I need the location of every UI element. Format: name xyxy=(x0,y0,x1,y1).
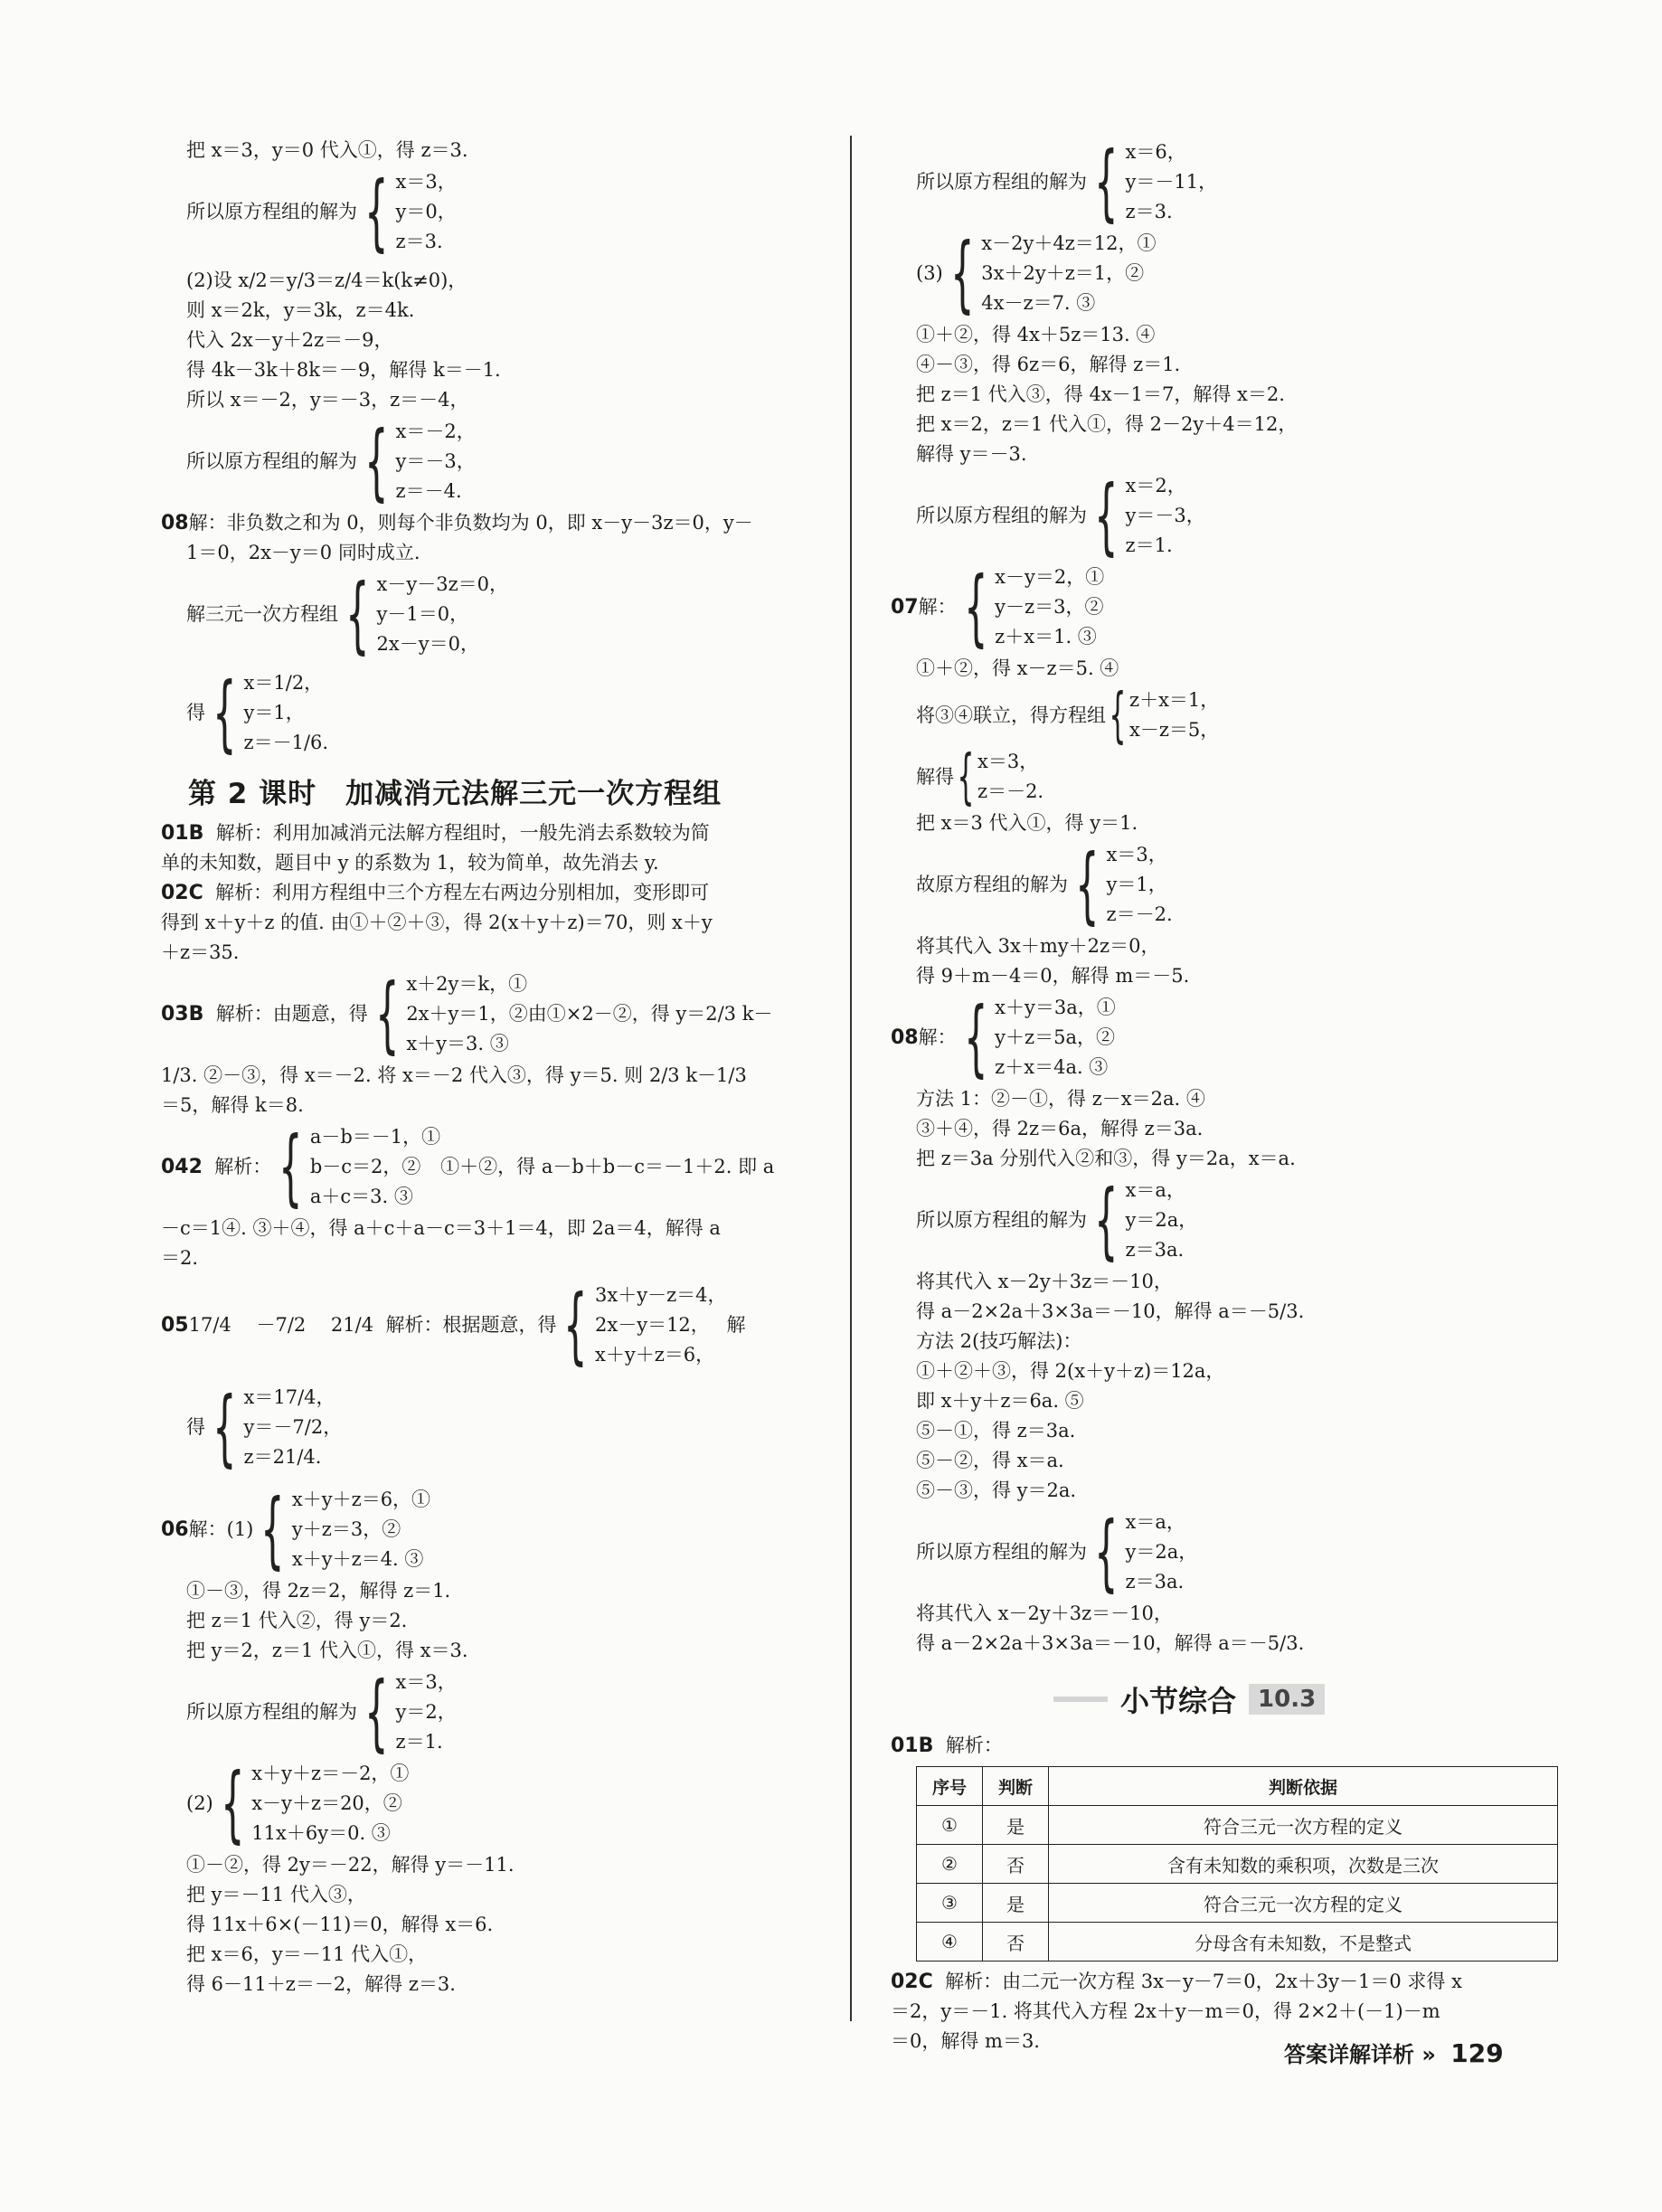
equation-system: 得 { x＝17/4， y＝－7/2， z＝21/4. xyxy=(186,1378,343,1476)
equation-system: 得 { x＝1/2， y＝1， z＝－1/6. xyxy=(186,664,329,761)
left-column xyxy=(161,136,837,1999)
text-line: 把 z＝1 代入②，得 y＝2. xyxy=(186,1610,408,1631)
text-line: ①＋②＋③，得 2(x＋y＋z)＝12a， xyxy=(916,1360,1225,1382)
text-line: 代入 2x－y＋2z＝－9， xyxy=(186,329,393,351)
table-row: ① 是 符合三元一次方程的定义 xyxy=(917,1806,1558,1845)
table-header: 判断 xyxy=(983,1767,1049,1806)
text-line: 得到 x＋y＋z 的值. 由①＋②＋③，得 2(x＋y＋z)＝70，则 x＋y xyxy=(161,912,713,933)
equation-system: 所以原方程组的解为 { x＝2， y＝－3， z＝1. xyxy=(916,467,1205,564)
question-08-right: 08 解： { x＋y＝3a，① y＋z＝5a，② z＋x＝4a. ③ xyxy=(891,988,1116,1086)
text-line: ＝5，解得 k＝8. xyxy=(161,1094,304,1116)
equation-system: 所以原方程组的解为 { x＝3， y＝0， z＝3. xyxy=(186,163,457,260)
text-line: 解得 y＝－3. xyxy=(916,443,1027,465)
section-bar-decoration xyxy=(1053,1697,1108,1702)
text-line: 得 6－11＋z＝－2，解得 z＝3. xyxy=(186,1973,456,1995)
text-line: ③＋④，得 2z＝6a，解得 z＝3a. xyxy=(916,1118,1204,1139)
lesson-heading: 第 2 课时 加减消元法解三元一次方程组 xyxy=(188,778,722,810)
question-06: 06 解：(1) { x＋y＋z＝6，① y＋z＝3，② x＋y＋z＝4. ③ xyxy=(161,1480,431,1578)
text-line: ①＋②，得 x－z＝5. ④ xyxy=(916,657,1119,679)
text-line: ＝0，解得 m＝3. xyxy=(891,2030,1040,2052)
text-line: ⑤－②，得 x＝a. xyxy=(916,1450,1064,1471)
column-divider xyxy=(850,136,852,2021)
text-line: 将其代入 x－2y＋3z＝－10， xyxy=(916,1271,1173,1292)
question-02: 02C 解析：利用方程组中三个方程左右两边分别相加，变形即可 xyxy=(161,882,710,904)
text-line: 得 a－2×2a＋3×3a＝－10，解得 a＝－5/3. xyxy=(916,1300,1305,1322)
text-line: 所以 x＝－2，y＝－3，z＝－4， xyxy=(186,389,469,411)
text-line: 把 y＝－11 代入③， xyxy=(186,1884,366,1905)
text-line: 1＝0，2x－y＝0 同时成立. xyxy=(186,542,420,563)
footer-arrows-icon: » xyxy=(1421,2042,1436,2067)
table-row: ② 否 含有未知数的乘积项，次数是三次 xyxy=(917,1845,1558,1884)
question-03: 03 B 解析：由题意，得 { x＋2y＝k，① 2x＋y＝1，② x＋y＝3. ③ 由①×2－②，得 y＝2/3 k－ xyxy=(161,965,773,1063)
text-line: ⑤－①，得 z＝3a. xyxy=(916,1420,1076,1442)
text-line: ⑤－③，得 y＝2a. xyxy=(916,1479,1077,1501)
text-line: 方法 2(技巧解法)： xyxy=(916,1330,1082,1352)
equation-system: 故原方程组的解为 { x＝3， y＝1， z＝－2. xyxy=(916,836,1173,933)
question-04: 04 2 解析： { a－b＝－1，① b－c＝2，② a＋c＝3. ③ ①＋②，得 a－b＋b－c＝－1＋2. 即 a xyxy=(161,1118,775,1215)
question-08: 08解：非负数之和为 0，则每个非负数均为 0，即 x－y－3z＝0，y－ xyxy=(161,512,753,534)
text-line: 将其代入 x－2y＋3z＝－10， xyxy=(916,1602,1173,1624)
text-line: －c＝1④. ③＋④，得 a＋c＋a－c＝3＋1＝4，即 2a＝4，解得 a xyxy=(161,1217,721,1239)
text-line: 则 x＝2k，y＝3k，z＝4k. xyxy=(186,299,415,321)
text-line: 把 y＝2，z＝1 代入①，得 x＝3. xyxy=(186,1640,468,1661)
text-line: 把 x＝2，z＝1 代入①，得 2－2y＋4＝12， xyxy=(916,413,1298,435)
text-line: ①－②，得 2y＝－22，解得 y＝－11. xyxy=(186,1854,515,1876)
text-line: 得 11x＋6×(－11)＝0，解得 x＝6. xyxy=(186,1914,494,1935)
text-line: ＋z＝35. xyxy=(161,941,240,963)
equation-system: 所以原方程组的解为 { x＝6， y＝－11， z＝3. xyxy=(916,133,1218,231)
text-line: 得 4k－3k＋8k＝－9，解得 k＝－1. xyxy=(186,359,501,381)
text-line: 将其代入 3x＋my＋2z＝0， xyxy=(916,935,1160,957)
section-badge: 10.3 xyxy=(1249,1684,1325,1715)
footer-label: 答案详解详析 xyxy=(1284,2042,1414,2067)
equation-system: 将③④联立，得方程组 { z＋x＝1， x－z＝5， xyxy=(916,680,1220,750)
question-07: 07 解： { x－y＝2，① y－z＝3，② z＋x＝1. ③ xyxy=(891,558,1105,656)
text-line: 方法 1：②－①，得 z－x＝2a. ④ xyxy=(916,1088,1205,1110)
text-line: 得 9＋m－4＝0，解得 m＝－5. xyxy=(916,965,1190,987)
judgement-table xyxy=(916,1766,1558,1961)
table-header: 判断依据 xyxy=(1049,1767,1558,1806)
page-footer xyxy=(1284,2037,1504,2068)
equation-system: 所以原方程组的解为 { x＝－2， y＝－3， z＝－4. xyxy=(186,412,476,510)
text-line: 即 x＋y＋z＝6a. ⑤ xyxy=(916,1390,1084,1412)
question-01-section: 01B 解析： xyxy=(891,1735,1003,1757)
question-05: 05 17/4 －7/2 21/4 解析：根据题意，得 { 3x＋y－z＝4， 2x－y＝12， x＋y＋z＝6， 解 xyxy=(161,1276,746,1374)
text-line: 得 a－2×2a＋3×3a＝－10，解得 a＝－5/3. xyxy=(916,1632,1305,1654)
text-line: ①－③，得 2z＝2，解得 z＝1. xyxy=(186,1580,451,1602)
right-column xyxy=(891,133,1560,2056)
text-line: 把 x＝3，y＝0 代入①，得 z＝3. xyxy=(186,139,468,161)
text-line: 把 x＝6，y＝－11 代入①， xyxy=(186,1943,428,1965)
equation-system: 解三元一次方程组 { x－y－3z＝0， y－1＝0， 2x－y＝0， xyxy=(186,565,509,663)
table-header-row xyxy=(917,1767,1558,1806)
equation-system: (3) { x－2y＋4z＝12，① 3x＋2y＋z＝1，② 4x－z＝7. ③ xyxy=(916,224,1157,322)
text-line: (2)设 x/2＝y/3＝z/4＝k(k≠0)， xyxy=(186,269,467,291)
text-line: ④－③，得 6z＝6，解得 z＝1. xyxy=(916,354,1181,375)
question-02-section: 02C 解析：由二元一次方程 3x－y－7＝0，2x＋3y－1＝0 求得 x xyxy=(891,1971,1462,1993)
equation-system: 解得 { x＝3， z＝－2. xyxy=(916,742,1044,811)
text-line: 把 z＝1 代入③，得 4x－1＝7，解得 x＝2. xyxy=(916,383,1285,405)
section-title: 小节综合 xyxy=(1120,1684,1237,1718)
text-line: ＝2，y＝－1. 将其代入方程 2x＋y－m＝0，得 2×2＋(－1)－m xyxy=(891,2000,1440,2022)
section-header xyxy=(1053,1678,1560,1720)
table-row: ③ 是 符合三元一次方程的定义 xyxy=(917,1884,1558,1923)
equation-system: 所以原方程组的解为 { x＝a， y＝2a， z＝3a. xyxy=(916,1503,1198,1601)
text-line: ＝2. xyxy=(161,1247,199,1269)
page-number: 129 xyxy=(1450,2038,1504,2068)
table-row: ④ 否 分母含有未知数，不是整式 xyxy=(917,1923,1558,1961)
equation-system: 所以原方程组的解为 { x＝3， y＝2， z＝1. xyxy=(186,1663,457,1761)
text-line: 1/3. ②－③，得 x＝－2. 将 x＝－2 代入③，得 y＝5. 则 2/3 k－1/3 xyxy=(161,1064,747,1086)
question-01: 01B 解析：利用加减消元法解方程组时，一般先消去系数较为简 xyxy=(161,822,710,845)
table-header: 序号 xyxy=(917,1767,983,1806)
text-line: ①＋②，得 4x＋5z＝13. ④ xyxy=(916,324,1156,345)
text-line: 单的未知数，题目中 y 的系数为 1，较为简单，故先消去 y. xyxy=(161,852,659,874)
text-line: 把 x＝3 代入①，得 y＝1. xyxy=(916,812,1138,834)
equation-system: 所以原方程组的解为 { x＝a， y＝2a， z＝3a. xyxy=(916,1171,1198,1269)
equation-system: (2) { x＋y＋z＝－2，① x－y＋z＝20，② 11x＋6y＝0. ③ xyxy=(186,1754,410,1852)
text-line: 把 z＝3a 分别代入②和③，得 y＝2a，x＝a. xyxy=(916,1148,1296,1169)
